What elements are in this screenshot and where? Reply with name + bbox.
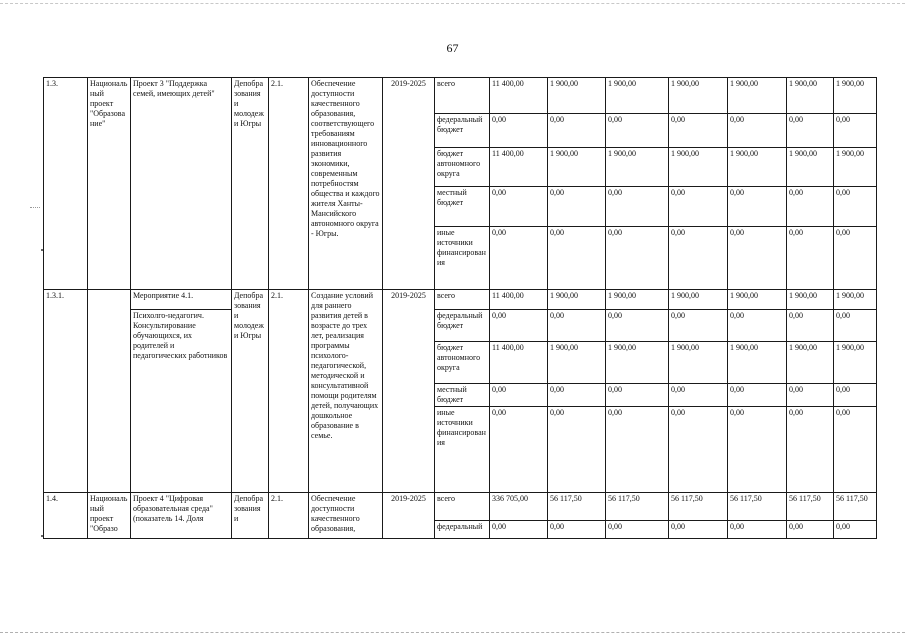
- yearly-amount-cell: 0,00: [548, 187, 606, 227]
- yearly-amount-cell: 1 900,00: [669, 148, 728, 187]
- yearly-amount-cell: 1 900,00: [669, 342, 728, 384]
- total-amount-cell: 336 705,00: [490, 493, 548, 521]
- yearly-amount-cell: 0,00: [787, 407, 834, 493]
- total-amount-cell: 11 400,00: [490, 78, 548, 114]
- yearly-amount-cell: 0,00: [787, 384, 834, 407]
- yearly-amount-cell: 0,00: [606, 310, 669, 342]
- yearly-amount-cell: 1 900,00: [548, 148, 606, 187]
- yearly-amount-cell: 0,00: [606, 187, 669, 227]
- yearly-amount-cell: 0,00: [728, 310, 787, 342]
- yearly-amount-cell: 1 900,00: [787, 290, 834, 310]
- total-amount-cell: 11 400,00: [490, 148, 548, 187]
- yearly-amount-cell: 0,00: [548, 227, 606, 290]
- table-row: [44, 310, 877, 342]
- top-scan-rule: [0, 3, 905, 4]
- goal-code-cell: 2.1.: [269, 78, 309, 290]
- yearly-amount-cell: 56 117,50: [787, 493, 834, 521]
- national-project-cell: [88, 290, 131, 493]
- funding-source-cell: всего: [435, 78, 490, 114]
- yearly-amount-cell: 0,00: [834, 114, 877, 148]
- yearly-amount-cell: 1 900,00: [548, 290, 606, 310]
- yearly-amount-cell: 56 117,50: [606, 493, 669, 521]
- yearly-amount-cell: 0,00: [669, 227, 728, 290]
- total-amount-cell: 0,00: [490, 407, 548, 493]
- yearly-amount-cell: 56 117,50: [669, 493, 728, 521]
- total-amount-cell: 0,00: [490, 114, 548, 148]
- yearly-amount-cell: 1 900,00: [787, 148, 834, 187]
- yearly-amount-cell: 0,00: [834, 310, 877, 342]
- table-row: [44, 290, 877, 310]
- funding-source-cell: иные источники финансирования: [435, 227, 490, 290]
- scan-mark: [30, 207, 40, 208]
- event-description-cell: Психолго-недагогич. Консультирование обучающихся, их родителей и педагогических работников: [131, 310, 232, 493]
- goal-text-cell: Обеспечение доступности качественного образования, соответствующего требованиям инновационного развития экономики, современным потребностям общества и каждого жителя Ханты-Мансийского автономного округа - Югры.: [309, 78, 383, 290]
- row-number-cell: 1.3.: [44, 78, 88, 290]
- yearly-amount-cell: 56 117,50: [834, 493, 877, 521]
- period-cell: 2019-2025: [383, 78, 435, 290]
- yearly-amount-cell: 0,00: [548, 114, 606, 148]
- yearly-amount-cell: 0,00: [834, 187, 877, 227]
- project-name-cell: Мероприятие 4.1.: [131, 290, 232, 310]
- national-project-cell: Национальный проект "Образо: [88, 493, 131, 539]
- goal-code-cell: 2.1.: [269, 493, 309, 539]
- yearly-amount-cell: 1 900,00: [548, 78, 606, 114]
- yearly-amount-cell: 0,00: [787, 521, 834, 539]
- yearly-amount-cell: 1 900,00: [728, 342, 787, 384]
- funding-source-cell: федеральный бюджет: [435, 114, 490, 148]
- yearly-amount-cell: 0,00: [669, 187, 728, 227]
- row-number-cell: 1.3.1.: [44, 290, 88, 493]
- yearly-amount-cell: 0,00: [669, 521, 728, 539]
- yearly-amount-cell: 0,00: [669, 407, 728, 493]
- total-amount-cell: 0,00: [490, 521, 548, 539]
- yearly-amount-cell: 0,00: [834, 384, 877, 407]
- yearly-amount-cell: 1 900,00: [728, 290, 787, 310]
- period-cell: 2019-2025: [383, 493, 435, 539]
- yearly-amount-cell: 1 900,00: [606, 78, 669, 114]
- funding-source-cell: бюджет автономного округа: [435, 342, 490, 384]
- yearly-amount-cell: 1 900,00: [606, 290, 669, 310]
- total-amount-cell: 0,00: [490, 187, 548, 227]
- project-name-cell: Проект 3 "Поддержка семей, имеющих детей": [131, 78, 232, 290]
- goal-text-cell: Создание условий для раннего развития детей в возрасте до трех лет, реализация программы психолого-педагогической, методической и консультативной помощи родителям детей, получающих дошкольное образование в семье.: [309, 290, 383, 493]
- yearly-amount-cell: 0,00: [548, 407, 606, 493]
- yearly-amount-cell: 0,00: [728, 384, 787, 407]
- department-cell: Депобразования и молодежи Югры: [232, 290, 269, 493]
- yearly-amount-cell: 1 900,00: [669, 78, 728, 114]
- yearly-amount-cell: 0,00: [728, 227, 787, 290]
- yearly-amount-cell: 1 900,00: [787, 342, 834, 384]
- yearly-amount-cell: 0,00: [787, 114, 834, 148]
- table-row: [44, 78, 877, 114]
- funding-source-cell: местный бюджет: [435, 384, 490, 407]
- yearly-amount-cell: 0,00: [606, 521, 669, 539]
- yearly-amount-cell: 0,00: [728, 521, 787, 539]
- page-number: 67: [446, 41, 459, 55]
- yearly-amount-cell: 1 900,00: [548, 342, 606, 384]
- yearly-amount-cell: 0,00: [728, 114, 787, 148]
- yearly-amount-cell: 1 900,00: [728, 78, 787, 114]
- yearly-amount-cell: 0,00: [834, 407, 877, 493]
- yearly-amount-cell: 1 900,00: [606, 342, 669, 384]
- total-amount-cell: 0,00: [490, 384, 548, 407]
- yearly-amount-cell: 1 900,00: [834, 78, 877, 114]
- yearly-amount-cell: 0,00: [834, 521, 877, 539]
- total-amount-cell: 0,00: [490, 310, 548, 342]
- total-amount-cell: 0,00: [490, 227, 548, 290]
- funding-source-cell: бюджет автономного округа: [435, 148, 490, 187]
- yearly-amount-cell: 1 900,00: [606, 148, 669, 187]
- table-row: [44, 493, 877, 521]
- yearly-amount-cell: 1 900,00: [834, 290, 877, 310]
- yearly-amount-cell: 0,00: [548, 521, 606, 539]
- yearly-amount-cell: 1 900,00: [787, 78, 834, 114]
- yearly-amount-cell: 1 900,00: [834, 148, 877, 187]
- yearly-amount-cell: 0,00: [728, 187, 787, 227]
- yearly-amount-cell: 1 900,00: [728, 148, 787, 187]
- row-number-cell: 1.4.: [44, 493, 88, 539]
- yearly-amount-cell: 0,00: [606, 227, 669, 290]
- budget-table: [43, 77, 877, 539]
- goal-code-cell: 2.1.: [269, 290, 309, 493]
- total-amount-cell: 11 400,00: [490, 342, 548, 384]
- yearly-amount-cell: 0,00: [787, 187, 834, 227]
- funding-source-cell: иные источники финансирования: [435, 407, 490, 493]
- goal-text-cell: Обеспечение доступности качественного образования,: [309, 493, 383, 539]
- yearly-amount-cell: 0,00: [606, 384, 669, 407]
- funding-source-cell: всего: [435, 290, 490, 310]
- yearly-amount-cell: 0,00: [606, 114, 669, 148]
- funding-source-cell: федеральный: [435, 521, 490, 539]
- yearly-amount-cell: 0,00: [834, 227, 877, 290]
- yearly-amount-cell: 1 900,00: [834, 342, 877, 384]
- funding-source-cell: федеральный бюджет: [435, 310, 490, 342]
- yearly-amount-cell: 0,00: [548, 310, 606, 342]
- project-name-cell: Проект 4 "Цифровая образовательная среда" (показатель 14. Доля: [131, 493, 232, 539]
- yearly-amount-cell: 56 117,50: [728, 493, 787, 521]
- total-amount-cell: 11 400,00: [490, 290, 548, 310]
- yearly-amount-cell: 0,00: [787, 310, 834, 342]
- yearly-amount-cell: 0,00: [787, 227, 834, 290]
- yearly-amount-cell: 56 117,50: [548, 493, 606, 521]
- national-project-cell: Национальный проект "Образование": [88, 78, 131, 290]
- department-cell: Депобразования и молодежи Югры: [232, 78, 269, 290]
- funding-source-cell: всего: [435, 493, 490, 521]
- yearly-amount-cell: 0,00: [728, 407, 787, 493]
- yearly-amount-cell: 0,00: [606, 407, 669, 493]
- yearly-amount-cell: 0,00: [669, 114, 728, 148]
- yearly-amount-cell: 0,00: [548, 384, 606, 407]
- period-cell: 2019-2025: [383, 290, 435, 493]
- yearly-amount-cell: 0,00: [669, 384, 728, 407]
- yearly-amount-cell: 1 900,00: [669, 290, 728, 310]
- funding-source-cell: местный бюджет: [435, 187, 490, 227]
- department-cell: Депобразования и: [232, 493, 269, 539]
- yearly-amount-cell: 0,00: [669, 310, 728, 342]
- bottom-scan-rule: [0, 632, 905, 633]
